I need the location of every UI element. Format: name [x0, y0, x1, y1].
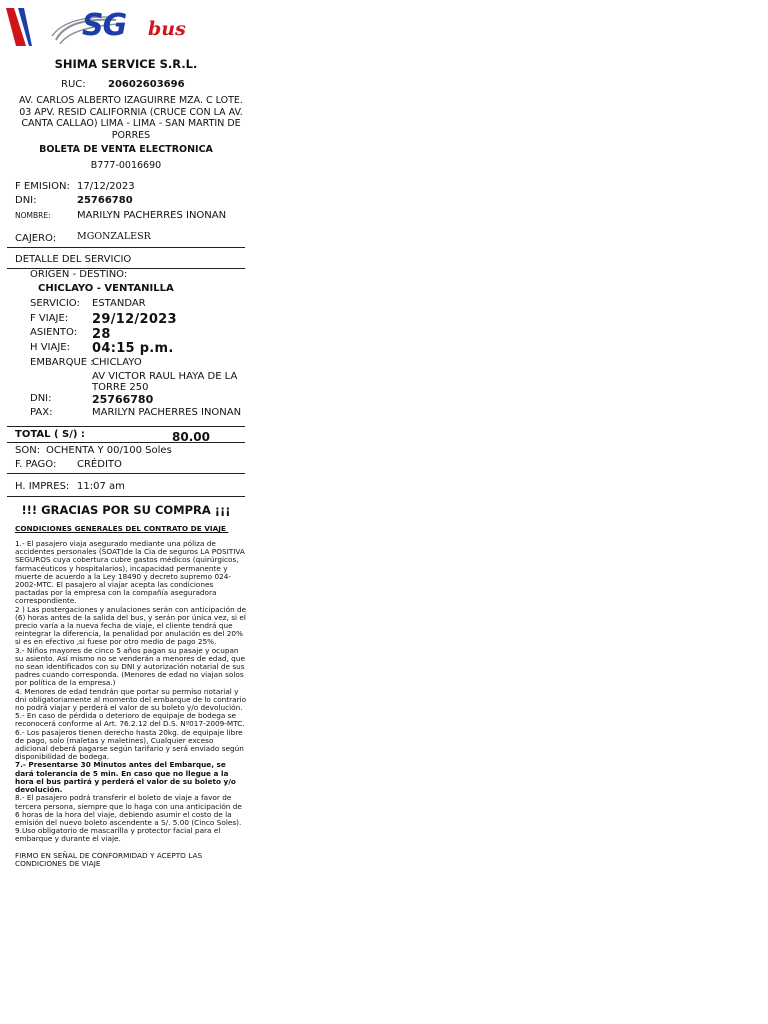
divider: [7, 496, 245, 497]
logo-brand-sub: bus: [148, 18, 186, 40]
company-name: SHIMA SERVICE S.R.L.: [54, 57, 198, 71]
f-emision-value: 17/12/2023: [77, 181, 135, 192]
ruc-value: 20602603696: [108, 79, 185, 90]
condition-item: 8.- El pasajero podrá transferir el boleto de viaje a favor de tercera persona, siempre que lo haga con una anticipación de 6 horas de la hora del viaje, debiendo asumir el costo de la emisión del nuevo boleto ascendente a S/. 5.00 (Cinco Soles).: [15, 793, 242, 827]
total-value: 80.00: [172, 430, 210, 444]
conditions-list: [15, 540, 247, 868]
nombre-value: MARILYN PACHERRES INONAN: [77, 210, 227, 221]
company-address: AV. CARLOS ALBERTO IZAGUIRRE MZA. C LOTE. 03 APV. RESID CALIFORNIA (CRUCE CON LA AV. CANTA CALLAO) LIMA - LIMA - SAN MARTIN DE PORRES: [19, 95, 243, 141]
dni-label: DNI:: [15, 195, 37, 206]
condition-item: 4. Menores de edad tendrán que portar su permiso notarial y dni obligatoriamente al momento del embarque de lo contrario no podrá viajar y perderá el valor de su boleto y/o devolución.: [15, 686, 247, 713]
condition-item: 6.- Los pasajeros tienen derecho hasta 20kg. de equipaje libre de pago, solo (maletas y maletines), Cualquier exceso adicional deberá pagarse según tarifario y será enviado según disponibilidad de bodega.: [15, 727, 244, 762]
document-title: BOLETA DE VENTA ELECTRONICA: [39, 144, 213, 155]
son-label: SON:: [15, 445, 41, 456]
f-viaje-value: 29/12/2023: [92, 312, 177, 327]
h-impres-value: 11:07 am: [77, 481, 125, 492]
divider: [7, 473, 245, 474]
service-section-title: DETALLE DEL SERVICIO: [15, 254, 132, 265]
document-number: B777-0016690: [90, 160, 162, 171]
dni-value: 25766780: [77, 195, 133, 206]
nombre-label: NOMBRE:: [15, 211, 51, 220]
route-value: CHICLAYO - VENTANILLA: [38, 283, 174, 294]
asiento-label: ASIENTO:: [30, 327, 78, 338]
f-pago-value: CRÉDITO: [77, 459, 122, 470]
embarque-label: EMBARQUE :: [30, 357, 94, 368]
thanks-message: !!! GRACIAS POR SU COMPRA ¡¡¡: [21, 503, 231, 517]
servicio-label: SERVICIO:: [30, 298, 80, 309]
route-label: ORIGEN - DESTINO:: [30, 269, 128, 280]
logo: [6, 6, 206, 50]
conditions-title: CONDICIONES GENERALES DEL CONTRATO DE VIAJE: [15, 524, 229, 533]
embarque-address: AV VICTOR RAUL HAYA DE LA TORRE 250: [92, 371, 238, 393]
logo-brand-main: SG: [82, 8, 127, 43]
f-pago-label: F. PAGO:: [15, 459, 57, 470]
f-viaje-label: F VIAJE:: [30, 313, 69, 324]
cajero-label: CAJERO:: [15, 233, 57, 244]
condition-item: 5.- En caso de pérdida o deterioro de equipaje de bodega se reconocerá conforme al Art. 76.2.12 del D.S. Nº017-2009-MTC.: [15, 711, 245, 729]
pax-value: MARILYN PACHERRES INONAN: [92, 407, 242, 418]
condition-item-bold: 7.- Presentarse 30 Minutos antes del Embarque, se dará tolerancia de 5 min. En caso que no llegue a la hora el bus partirá y perderá el valor de su boleto y/o devolución.: [15, 760, 236, 795]
signature-note: FIRMO EN SEÑAL DE CONFORMIDAD Y ACEPTO LAS CONDICIONES DE VIAJE: [15, 850, 203, 868]
f-emision-label: F EMISION:: [15, 181, 70, 192]
condition-item: 9.Uso obligatorio de mascarilla y protector facial para el embarque y durante el viaje.: [15, 826, 221, 844]
h-viaje-value: 04:15 p.m.: [92, 341, 174, 356]
pax-label: PAX:: [30, 407, 53, 418]
servicio-value: ESTANDAR: [92, 298, 146, 309]
service-dni-label: DNI:: [30, 393, 52, 404]
condition-item: 2 ) Las postergaciones y anulaciones serán con anticipación de (6) horas antes de la salida del bus, y serán por única vez, si el precio varía a la nueva fecha de viaje, el cliente tendrá que reintegrar la diferencia, la penalidad por anulación es del 20% si es en efectivo ,si fuese por otro medio de pago 25%.: [15, 604, 247, 647]
h-viaje-label: H VIAJE:: [30, 342, 70, 353]
divider: [7, 426, 245, 427]
asiento-value: 28: [92, 327, 111, 342]
service-dni-value: 25766780: [92, 393, 154, 406]
son-value: OCHENTA Y 00/100 Soles: [46, 445, 172, 456]
ruc-label: RUC:: [61, 79, 86, 90]
cajero-value: MGONZALESR: [77, 231, 151, 242]
h-impres-label: H. IMPRES:: [15, 481, 70, 492]
divider: [7, 247, 245, 248]
condition-item: 3.- Niños mayores de cinco 5 años pagan su pasaje y ocupan su asiento. Así mismo no se venderán a menores de edad, que no sean identificados con su DNI y autorización notarial de sus padres cuando corresponda. (Menores de edad no viajan solos por política de la empresa.): [15, 645, 245, 688]
total-label: TOTAL ( S/) :: [15, 429, 85, 440]
condition-item: 1.- El pasajero viaja asegurado mediante una póliza de accidentes personales (SOAT)de la Cia de seguros LA POSITIVA SEGUROS cuya cobertura cubre gastos médicos (quirúrgicos, farmacéuticos y hospitalarios), incapacidad permanente y muerte de acuerdo a la Ley 18490 y decreto supremo 024-2002-MTC. El pasajero al viajar acepta las condiciones pactadas por la empresa con la compañía aseguradora correspondiente.: [15, 539, 245, 606]
divider: [7, 442, 245, 443]
embarque-value: CHICLAYO: [92, 357, 142, 368]
